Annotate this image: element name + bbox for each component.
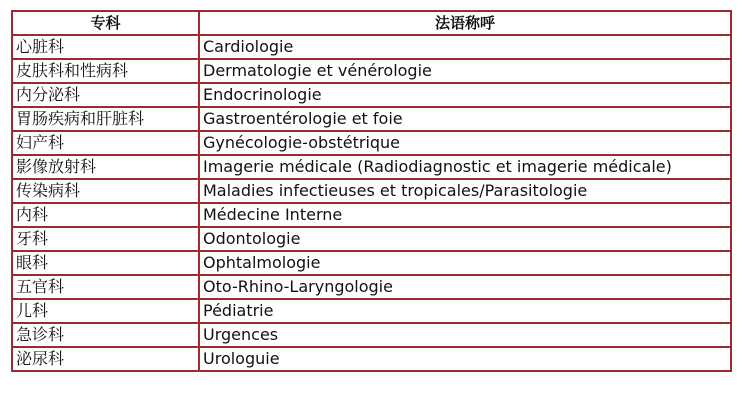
french-name-cell: Urgences [199,323,731,347]
french-name-cell: Médecine Interne [199,203,731,227]
header-specialty: 专科 [12,11,199,35]
specialty-cell: 牙科 [12,227,199,251]
table-row [12,131,731,155]
table-row [12,323,731,347]
table-row [12,251,731,275]
table-row [12,347,731,371]
table-row [12,59,731,83]
french-name-cell: Gynécologie-obstétrique [199,131,731,155]
table-row [12,227,731,251]
french-name-cell: Cardiologie [199,35,731,59]
specialty-cell: 眼科 [12,251,199,275]
french-name-cell: Odontologie [199,227,731,251]
specialty-cell: 影像放射科 [12,155,199,179]
french-name-cell: Endocrinologie [199,83,731,107]
specialty-cell: 五官科 [12,275,199,299]
specialty-cell: 胃肠疾病和肝脏科 [12,107,199,131]
french-name-cell: Gastroentérologie et foie [199,107,731,131]
french-name-cell: Pédiatrie [199,299,731,323]
specialty-cell: 泌尿科 [12,347,199,371]
specialty-cell: 内科 [12,203,199,227]
table-row [12,155,731,179]
header-french-name: 法语称呼 [199,11,731,35]
specialty-cell: 皮肤科和性病科 [12,59,199,83]
table-row [12,203,731,227]
table-row [12,299,731,323]
table-row [12,83,731,107]
table-row [12,107,731,131]
specialty-table [11,10,732,372]
table-row [12,35,731,59]
french-name-cell: Maladies infectieuses et tropicales/Parasitologie [199,179,731,203]
specialty-cell: 急诊科 [12,323,199,347]
table-row [12,179,731,203]
french-name-cell: Ophtalmologie [199,251,731,275]
specialty-cell: 儿科 [12,299,199,323]
specialty-table-container [11,10,732,372]
french-name-cell: Oto-Rhino-Laryngologie [199,275,731,299]
specialty-cell: 妇产科 [12,131,199,155]
specialty-cell: 心脏科 [12,35,199,59]
specialty-cell: 传染病科 [12,179,199,203]
specialty-cell: 内分泌科 [12,83,199,107]
french-name-cell: Imagerie médicale (Radiodiagnostic et imagerie médicale) [199,155,731,179]
table-row [12,275,731,299]
french-name-cell: Urologuie [199,347,731,371]
table-header-row [12,11,731,35]
french-name-cell: Dermatologie et vénérologie [199,59,731,83]
